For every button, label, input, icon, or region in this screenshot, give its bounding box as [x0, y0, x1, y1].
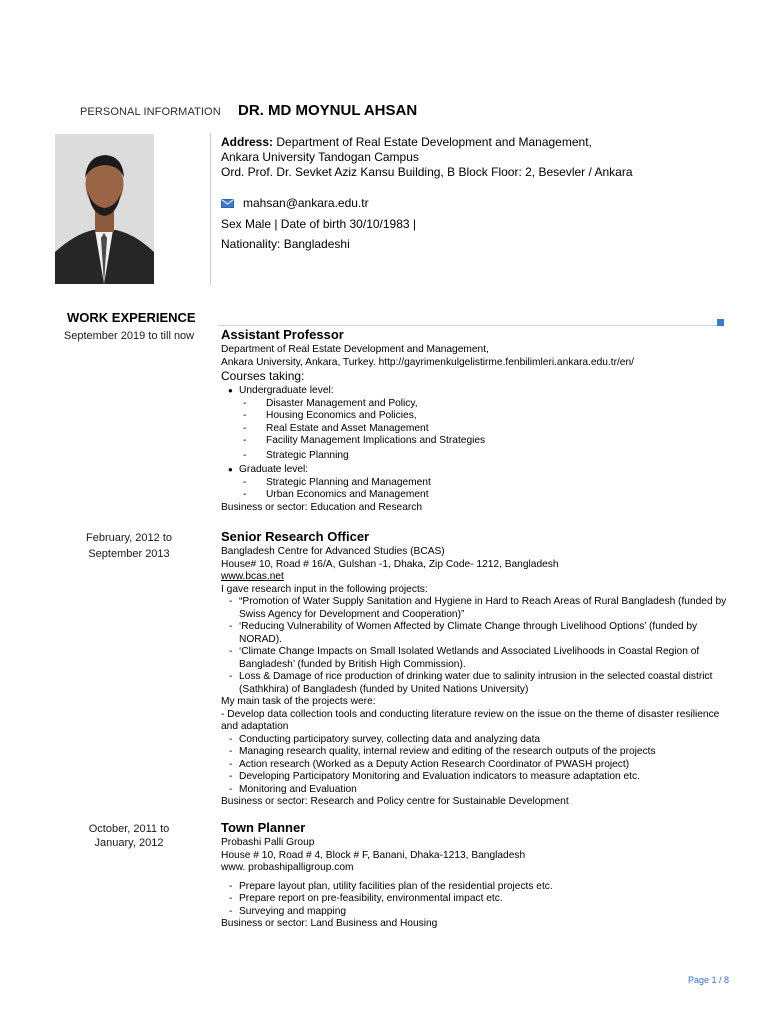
job-3-tasks-list — [221, 881, 731, 919]
list-item: - Urban Economics and Management — [221, 489, 731, 502]
email-row — [221, 196, 369, 210]
list-item: - Housing Economics and Policies, — [221, 410, 731, 423]
list-item: - “Promotion of Water Supply Sanitation and Hygiene in Hard to Reach Areas of Rural Bangladesh (funded by Swiss Agency for Development and Cooperation)” — [221, 596, 731, 621]
list-item: - ‘Reducing Vulnerability of Women Affected by Climate Change through Livelihood Options’ (funded by NORAD). — [221, 621, 731, 646]
list-item: - Facility Management Implications and Strategies — [221, 435, 731, 448]
list-item: - Conducting participatory survey, collecting data and analyzing data — [221, 734, 731, 747]
undergrad-list — [221, 398, 731, 463]
job-2-website-link[interactable]: www.bcas.net — [221, 571, 284, 582]
main-task-label: My main task of the projects were: — [221, 696, 376, 707]
job-3 — [221, 820, 731, 931]
list-item: - Real Estate and Asset Management — [221, 423, 731, 436]
job-2-date — [60, 531, 198, 561]
list-item: - Prepare report on pre-feasibility, environmental impact etc. — [221, 893, 731, 906]
job-3-website: www. probashipalligroup.com — [221, 862, 354, 873]
address-label: Address: — [221, 135, 274, 149]
job-1-date: September 2019 to till now — [63, 330, 195, 342]
list-item: - Prepare layout plan, utility facilities plan of the residential projects etc. — [221, 881, 731, 894]
list-item: - Action research (Worked as a Deputy Action Research Coordinator of PWASH project) — [221, 759, 731, 772]
job-2-address: House# 10, Road # 16/A, Gulshan -1, Dhaka, Zip Code- 1212, Bangladesh — [221, 558, 559, 570]
job-2-date-line-1: February, 2012 to — [85, 532, 172, 544]
address-line-1: Department of Real Estate Development and Management, — [276, 135, 592, 149]
list-item: - Monitoring and Evaluation — [221, 784, 731, 797]
grad-list — [221, 477, 731, 502]
job-1-line-2: Ankara University, Ankara, Turkey. http://gayrimenkulgelistirme.fenbilimleri.ankara.edu.tr/en/ — [221, 356, 634, 368]
list-item: - Disaster Management and Policy, — [221, 398, 731, 411]
list-item: - Strategic Planning and Management — [221, 477, 731, 490]
job-3-org: Probashi Palli Group — [221, 837, 315, 848]
list-item: - Strategic Planning — [221, 450, 731, 463]
job-2-org: Bangladesh Centre for Advanced Studies (BCAS) — [221, 546, 445, 557]
page-number: Page 1 / 8 — [688, 975, 730, 985]
job-3-address: House # 10, Road # 4, Block # F, Banani, Dhaka-1213, Bangladesh — [221, 849, 526, 861]
grad-label: ● Graduate level: — [221, 464, 731, 477]
main-task-lead: - Develop data collection tools and conducting literature review on the issue on the theme of disaster resilience and adaptation — [221, 708, 720, 732]
job-2-date-line-2: September 2013 — [88, 548, 170, 560]
nationality: Nationality: Bangladeshi — [221, 237, 350, 251]
job-3-date-line-1: October, 2011 to — [88, 823, 170, 835]
person-name: DR. MD MOYNUL AHSAN — [238, 102, 418, 119]
job-3-title: Town Planner — [221, 820, 306, 835]
section-rule — [218, 325, 719, 326]
job-1-sector: Business or sector: Education and Research — [221, 501, 423, 513]
work-experience-title: WORK EXPERIENCE — [67, 310, 196, 325]
job-1 — [221, 327, 731, 514]
job-3-sector: Business or sector: Land Business and Housing — [221, 918, 438, 929]
undergrad-label: ● Undergraduate level: — [221, 385, 731, 398]
job-2-intro: I gave research input in the following projects: — [221, 583, 428, 595]
list-item: - Managing research quality, internal review and editing of the research outputs of the projects — [221, 746, 731, 759]
job-3-date-line-2: January, 2012 — [94, 837, 164, 849]
job-2-sector: Business or sector: Research and Policy centre for Sustainable Development — [221, 796, 569, 807]
job-1-title: Assistant Professor — [221, 327, 344, 342]
list-item: - Surveying and mapping — [221, 906, 731, 919]
profile-photo — [55, 134, 154, 284]
personal-information-label: PERSONAL INFORMATION — [80, 106, 221, 118]
address-block — [221, 135, 701, 180]
projects-list — [221, 596, 731, 696]
list-item: - Developing Participatory Monitoring and Evaluation indicators to measure adaptation etc. — [221, 771, 731, 784]
section-marker — [717, 319, 724, 326]
address-line-3: Ord. Prof. Dr. Sevket Aziz Kansu Building, B Block Floor: 2, Besevler / Ankara — [221, 165, 633, 179]
job-2 — [221, 529, 731, 809]
job-1-line-1: Department of Real Estate Development and Management, — [221, 344, 489, 355]
envelope-icon — [221, 199, 234, 208]
header-divider — [210, 133, 211, 285]
job-2-title: Senior Research Officer — [221, 529, 370, 544]
email-link[interactable]: mahsan@ankara.edu.tr — [243, 196, 369, 210]
address-line-2: Ankara University Tandogan Campus — [221, 150, 419, 164]
list-item: - ‘Climate Change Impacts on Small Isolated Wetlands and Associated Livelihoods in Coastal Region of Bangladesh’ (funded by British High Commission). — [221, 646, 731, 671]
sex-dob: Sex Male | Date of birth 30/10/1983 | — [221, 217, 417, 231]
tasks-list — [221, 734, 731, 797]
list-item: - Loss & Damage of rice production of drinking water due to salinity intrusion in the selected coastal district (Sathkhira) of Bangladesh (funded by United Nations University) — [221, 671, 731, 696]
courses-label: Courses taking: — [221, 369, 305, 383]
job-3-date — [60, 822, 198, 850]
